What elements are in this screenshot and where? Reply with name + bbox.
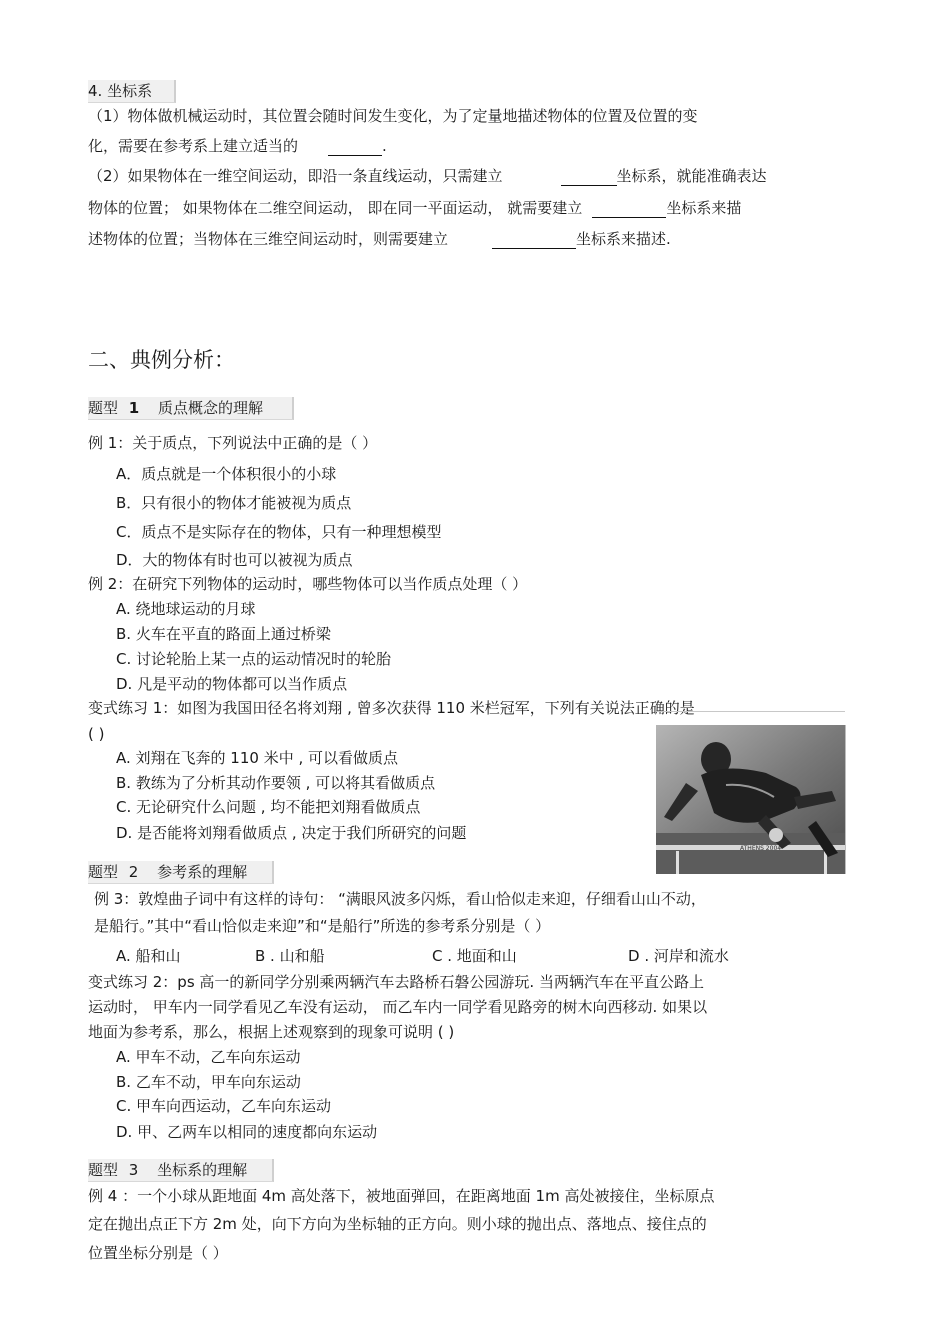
ex2-question: 例 2：在研究下列物体的运动时，哪些物体可以当作质点处理（ ） xyxy=(88,575,528,593)
var1-question-line2: ( ) xyxy=(88,725,105,743)
var1-option-c: C. 无论研究什么问题 , 均不能把刘翔看做质点 xyxy=(116,798,421,816)
ex3-question-line1: 例 3：敦煌曲子词中有这样的诗句： “满眼风波多闪烁，看山恰似走来迎，仔细看山山不动， xyxy=(94,890,706,908)
ex2-option-b: B. 火车在平直的路面上通过桥梁 xyxy=(116,625,331,643)
sec4-para1-line2-text: 化，需要在参考系上建立适当的 xyxy=(88,137,299,155)
sec4-para2-line3 xyxy=(88,229,671,249)
section-4-heading xyxy=(88,80,176,103)
ex3-option-a: A. 船和山 xyxy=(116,947,181,965)
ex3-question-line2: 是船行。”其中“看山恰似走来迎”和“是船行”所选的参考系分别是（ ） xyxy=(94,917,551,935)
var2-question-line1: 变式练习 2：ps 高一的新同学分别乘两辆汽车去路桥石磐公园游玩. 当两辆汽车在平直公路上 xyxy=(88,973,704,991)
var2-option-a: A. 甲车不动，乙车向东运动 xyxy=(116,1048,301,1066)
var1-option-d: D. 是否能将刘翔看做质点 , 决定于我们所研究的问题 xyxy=(116,824,467,842)
ex1-option-d: D．大的物体有时也可以被视为质点 xyxy=(116,551,353,569)
type2-label-a: 题型 xyxy=(88,863,119,881)
sec4-para1-line2 xyxy=(88,136,387,156)
hurdler-photo xyxy=(656,725,846,874)
var2-option-b: B. 乙车不动，甲车向东运动 xyxy=(116,1073,301,1091)
type2-heading xyxy=(88,861,274,884)
sec4-para1-line1: （1）物体做机械运动时，其位置会随时间发生变化，为了定量地描述物体的位置及位置的变 xyxy=(88,107,698,125)
sec4-para2-line3-text-b: 坐标系来描述. xyxy=(576,230,671,248)
sec4-para2-line3-text-a: 述物体的位置；当物体在三维空间运动时，则需要建立 xyxy=(88,230,449,248)
photo-sign-text: ATHENS 2004 xyxy=(740,845,782,852)
ex4-question-line2: 定在抛出点正下方 2m 处，向下方向为坐标轴的正方向。则小球的抛出点、落地点、接住点的 xyxy=(88,1215,707,1233)
type1-label-a: 题型 xyxy=(88,399,119,417)
sec4-para2-line1 xyxy=(88,166,767,186)
section-2-title: 二、典例分析： xyxy=(88,348,235,372)
blank-line-1 xyxy=(328,139,382,156)
ex4-question-line1: 例 4 ：一个小球从距地面 4m 高处落下，被地面弹回，在距离地面 1m 高处被接住，坐标原点 xyxy=(88,1187,715,1205)
ex2-option-d: D. 凡是平动的物体都可以当作质点 xyxy=(116,675,348,693)
ex1-option-c: C．质点不是实际存在的物体，只有一种理想模型 xyxy=(116,523,442,541)
ex1-question: 例 1：关于质点，下列说法中正确的是（ ） xyxy=(88,434,378,452)
var2-question-line3: 地面为参考系，那么，根据上述观察到的现象可说明 ( ) xyxy=(88,1023,455,1041)
ex2-option-a: A. 绕地球运动的月球 xyxy=(116,600,256,618)
var2-question-line2: 运动时， 甲车内一同学看见乙车没有运动， 而乙车内一同学看见路旁的树木向西移动. 如果以 xyxy=(88,998,708,1016)
var1-option-b: B. 教练为了分析其动作要领 , 可以将其看做质点 xyxy=(116,774,436,792)
ex3-option-c: C . 地面和山 xyxy=(432,947,517,965)
sec4-para1-period: . xyxy=(382,137,387,155)
blank-line-2 xyxy=(561,169,617,186)
blank-line-4 xyxy=(492,232,576,249)
sec4-para2-line2 xyxy=(88,198,741,218)
var2-option-d: D. 甲、乙两车以相同的速度都向东运动 xyxy=(116,1123,378,1141)
sec4-para2-line1-text-b: 坐标系，就能准确表达 xyxy=(616,167,767,185)
var2-option-c: C. 甲车向西运动，乙车向东运动 xyxy=(116,1097,332,1115)
type1-label-num: 1 xyxy=(128,399,140,417)
type2-label-num: 2 xyxy=(128,863,139,881)
type3-label-a: 题型 xyxy=(88,1161,119,1179)
hurdler-photo-graphic xyxy=(656,725,845,874)
type1-label-text: 质点概念的理解 xyxy=(158,399,264,417)
var1-question-line1: 变式练习 1：如图为我国田径名将刘翔 , 曾多次获得 110 米栏冠军，下列有关说法正确的是 xyxy=(88,699,695,717)
ex4-question-line3: 位置坐标分别是（ ） xyxy=(88,1244,228,1262)
blank-line-3 xyxy=(592,201,666,218)
ex1-option-a: A．质点就是一个体积很小的小球 xyxy=(116,465,337,483)
type3-heading xyxy=(88,1159,274,1182)
type1-heading xyxy=(88,397,294,420)
type3-label-num: 3 xyxy=(128,1161,139,1179)
type3-label-text: 坐标系的理解 xyxy=(157,1161,248,1179)
section-4-title: 4. 坐标系 xyxy=(88,82,153,100)
ex3-option-d: D . 河岸和流水 xyxy=(628,947,729,965)
var1-option-a: A. 刘翔在飞奔的 110 米中 , 可以看做质点 xyxy=(116,749,399,767)
sec4-para2-line1-text-a: （2）如果物体在一维空间运动，即沿一条直线运动，只需建立 xyxy=(88,167,503,185)
sec4-para2-line2-text-a: 物体的位置； 如果物体在二维空间运动， 即在同一平面运动， 就需要建立 xyxy=(88,199,583,217)
type2-label-text: 参考系的理解 xyxy=(157,863,248,881)
ex1-option-b: B．只有很小的物体才能被视为质点 xyxy=(116,494,352,512)
var1-top-rule xyxy=(656,711,845,712)
ex3-option-b: B . 山和船 xyxy=(255,947,325,965)
sec4-para2-line2-text-b: 坐标系来描 xyxy=(666,199,742,217)
ex2-option-c: C. 讨论轮胎上某一点的运动情况时的轮胎 xyxy=(116,650,392,668)
